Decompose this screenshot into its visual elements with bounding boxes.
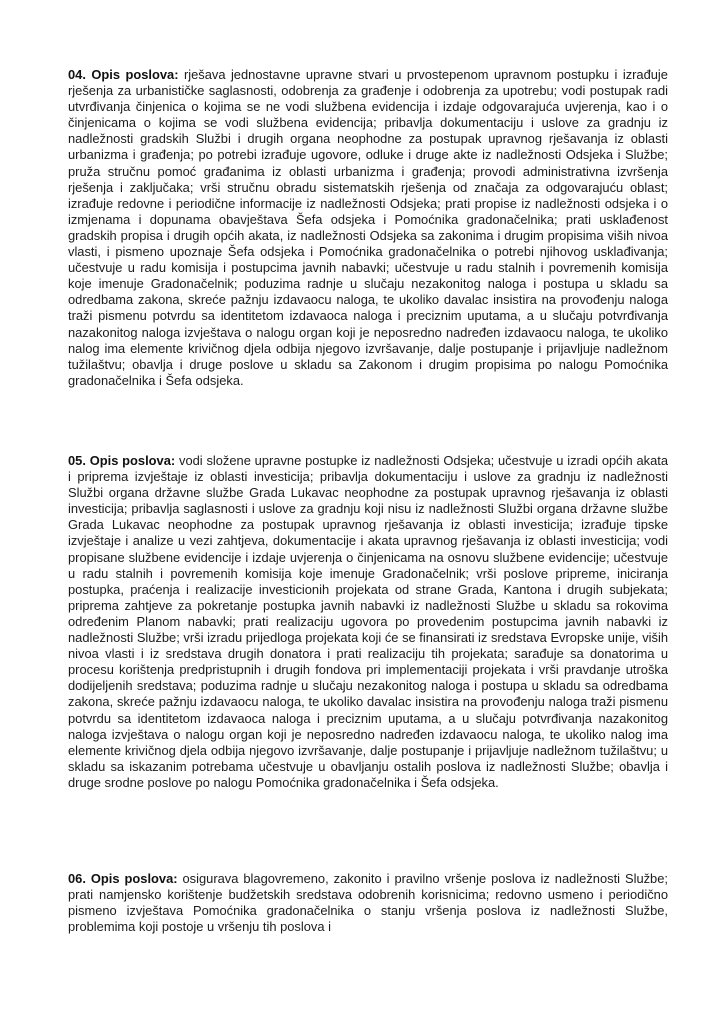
section-heading: 04. Opis poslova: (68, 67, 179, 82)
section-06 (68, 871, 668, 935)
section-text: vodi složene upravne postupke iz nadležnosti Odsjeka; učestvuje u izradi općih akata i priprema izvještaje iz oblasti investicija; pribavlja dokumentaciju i uslove za gradnju iz nadležnosti Službi organa državne službe Grada Lukavac neophodne za postupak upravnog rješavanja iz oblasti investicija; pribavlja saglasnosti i uslove za gradnju koji nisu iz nadležnosti Službi organa državne službe Grada Lukavac neophodne za postupak upravnog rješavanja iz oblasti investicija; izrađuje tipske izvještaje i analize u vezi zahtjeva, dokumentacije i akata upravnog rješavanja iz oblasti investicija; vodi propisane službene evidencije i izdaje uvjerenja o činjenicama na osnovu službene evidencije; učestvuje u radu stalnih i povremenih komisija koje imenuje Gradonačelnik; vrši poslove pripreme, iniciranja postupka, praćenja i realizacije investicionih projekata od strane Grada, Kantona i drugih subjekata; priprema zahtjeve za pokretanje postupka javnih nabavki iz nadležnosti Službe u skladu sa rokovima određenim Planom nabavki; prati realizaciju ugovora po provedenim postupcima javnih nabavki iz nadležnosti Službe; vrši izradu prijedloga projekata koji će se finansirati iz sredstava Evropske unije, viših nivoa vlasti i iz sredstava drugih donatora i prati realizaciju tih projekata; sarađuje sa donatorima u procesu korištenja predpristupnih i drugih fondova pri implementaciji projekata i vrši pravdanje utroška dodijeljenih sredstava; poduzima radnje u slučaju nezakonitog naloga i postupa u skladu sa odredbama zakona, skreće pažnju izdavaocu naloga, te ukoliko davalac insistira na provođenju naloga traži pismenu potvrdu sa identitetom izdavaoca naloga i preciznim uputama, a u slučaju potvrđivanja nazakonitog naloga izvještava o nalogu organ koji je neposredno nadređen izdavaocu naloga, te ukoliko nalog ima elemente krivičnog djela odbija njegovo izvršavanje, dalje postupanje i prijavljuje nadležnom tužilaštvu; u skladu sa iskazanim potrebama učestvuje u obavljanju ostalih poslova iz nadležnosti Službe; obavlja i druge srodne poslove po nalogu Pomoćnika gradonačelnika i Šefa odsjeka. (68, 453, 668, 790)
section-text: osigurava blagovremeno, zakonito i pravilno vršenje poslova iz nadležnosti Službe; prati namjensko korištenje budžetskih sredstava odobrenih korisnicima; redovno usmeno i periodično pismeno izvještava Pomoćnika gradonačelnika o stanju vršenja poslova iz nadležnosti Službe, problemima koji postoje u vršenju tih poslova i (68, 871, 668, 935)
section-05 (68, 453, 668, 791)
section-heading: 05. Opis poslova: (68, 453, 176, 468)
section-04 (68, 67, 668, 389)
section-text: rješava jednostavne upravne stvari u prvostepenom upravnom postupku i izrađuje rješenja za urbanističke saglasnosti, odobrenja za građenje i odobrenja za upotrebu; vodi postupak radi utvrđivanja činjenica o kojima se ne vodi službena evidencija i izdaje odgovarajuća uvjerenja, kao i o činjenicama o kojima se vodi službena evidencija; pribavlja dokumentaciju i uslove za gradnju iz nadležnosti gradskih Službi i drugih organa neophodne za postupak upravnog rješavanja iz oblasti urbanizma i građenja; po potrebi izrađuje ugovore, odluke i druge akte iz nadležnosti Odsjeka i Službe; pruža stručnu pomoć građanima iz oblasti urbanizma i građenja; provodi administrativna izvršenja rješenja i zaključaka; vrši stručnu obradu sistematskih rješenja od značaja za odgovarajuću oblast; izrađuje redovne i periodične informacije iz nadležnosti Odsjeka; prati propise iz nadležnosti odsjeka i o izmjenama i dopunama obavještava Šefa odsjeka i Pomoćnika gradonačelnika; prati usklađenost gradskih propisa i drugih općih akata, iz nadležnosti Odsjeka sa zakonima i drugim propisima viših nivoa vlasti, i pismeno upoznaje Šefa odsjeka i Pomoćnika gradonačelnika o potrebi njihovog usklađivanja; učestvuje u radu komisija i postupcima javnih nabavki; učestvuje u radu stalnih i povremenih komisija koje imenuje Gradonačelnik; poduzima radnje u slučaju nezakonitog naloga i postupa u skladu sa odredbama zakona, skreće pažnju izdavaocu naloga, te ukoliko davalac insistira na provođenju naloga traži pismenu potvrdu sa identitetom izdavaoca naloga i preciznim uputama, a u slučaju potvrđivanja nazakonitog naloga izvještava o nalogu organ koji je neposredno nadređen izdavaocu naloga, te ukoliko nalog ima elemente krivičnog djela odbija njegovo izvršavanje, dalje postupanje i prijavljuje nadležnom tužilaštvu; obavlja i druge poslove u skladu sa Zakonom i drugim propisima po nalogu Pomoćnika gradonačelnika i Šefa odsjeka. (68, 67, 668, 388)
section-heading: 06. Opis poslova: (68, 871, 178, 886)
